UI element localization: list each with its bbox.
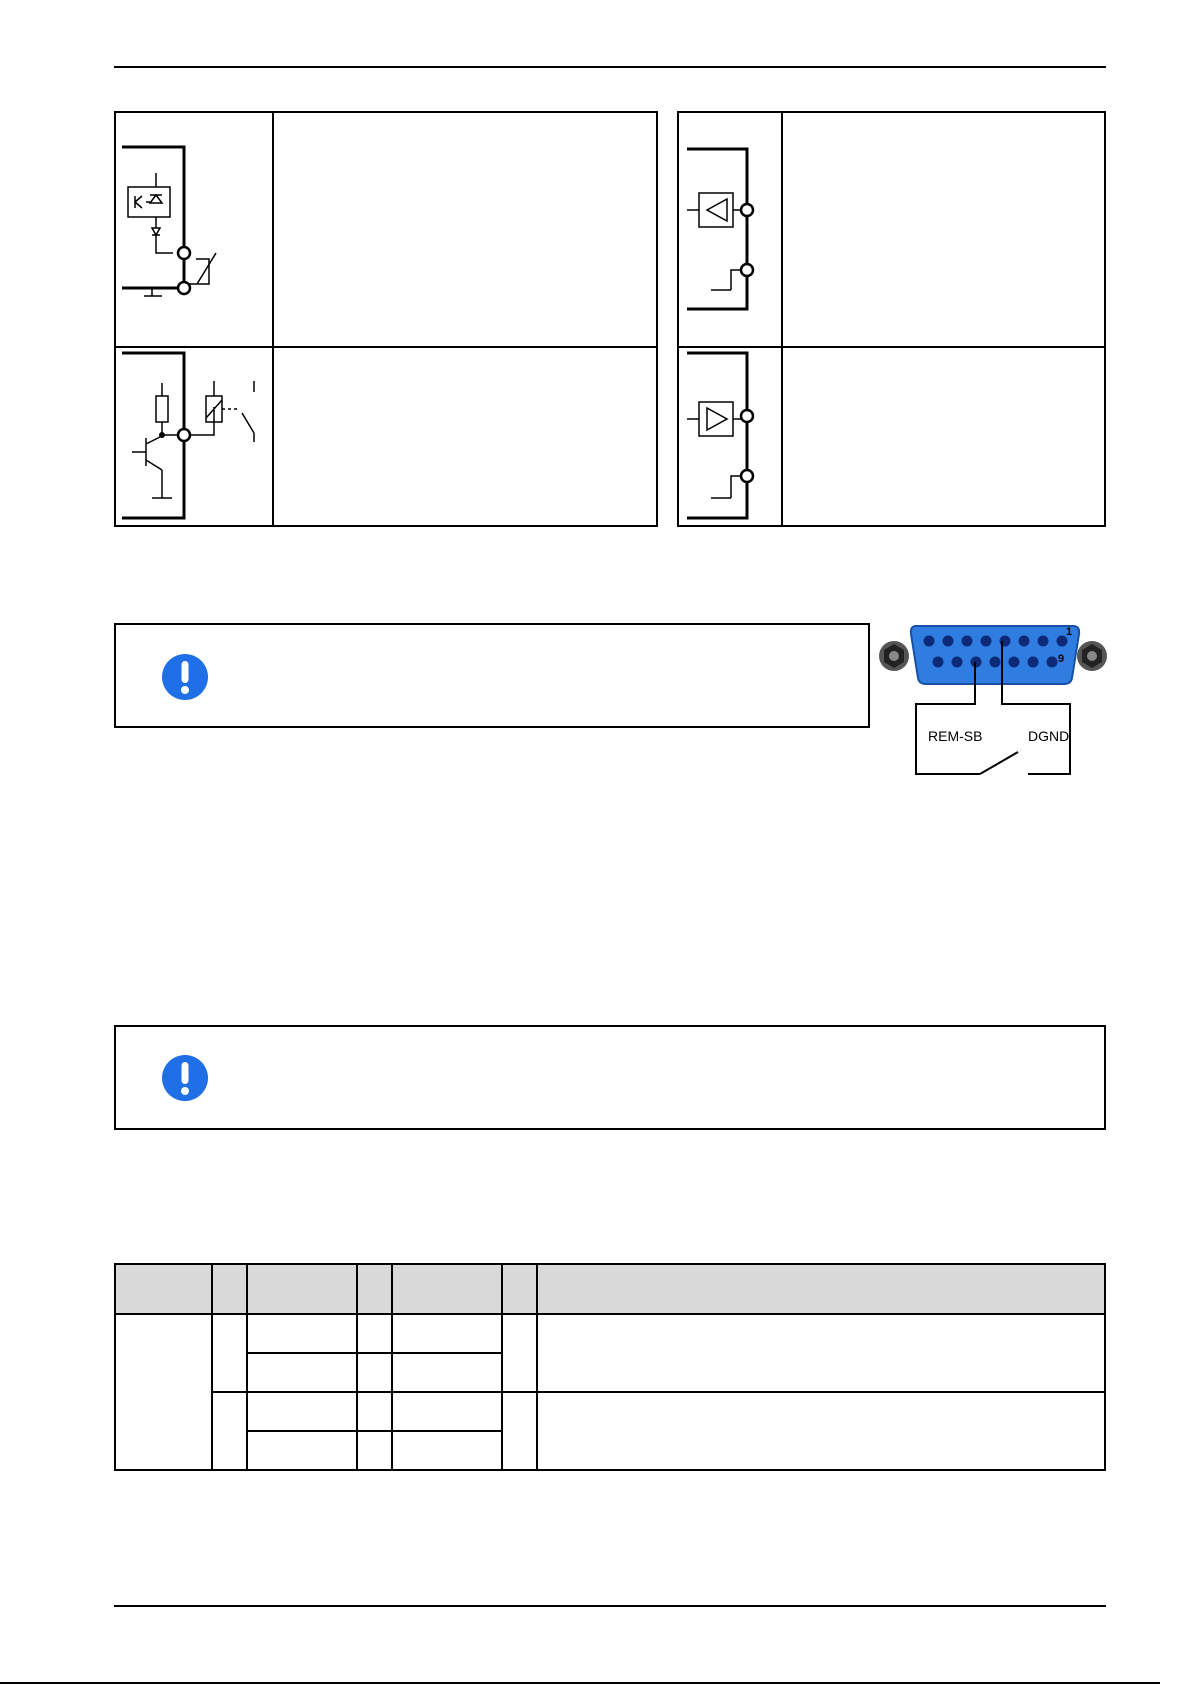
table-header-cell [115, 1264, 212, 1314]
table-cell [392, 1353, 502, 1392]
sub-d-connector-diagram [878, 620, 1108, 780]
table-cell [247, 1431, 357, 1470]
transistor-relay-output-schematic [116, 348, 272, 525]
table-header-cell [357, 1264, 392, 1314]
table-cell [537, 1392, 1105, 1470]
exclamation-icon [161, 1054, 209, 1102]
rem-sb-label: REM-SB [928, 728, 983, 744]
circuit-table-left-divider [272, 111, 274, 527]
table-cell [392, 1392, 502, 1431]
table-cell [357, 1353, 392, 1392]
table-cell [537, 1314, 1105, 1392]
table-cell [247, 1392, 357, 1431]
table-row [115, 1392, 1105, 1431]
table-cell [247, 1314, 357, 1353]
table-cell [357, 1314, 392, 1353]
table-header-cell [247, 1264, 357, 1314]
table-header-cell [392, 1264, 502, 1314]
table-header-cell [212, 1264, 247, 1314]
table-cell [357, 1431, 392, 1470]
optocoupler-input-schematic [116, 113, 272, 346]
exclamation-icon [161, 653, 209, 701]
table-cell [115, 1314, 212, 1470]
pin-number-bottom: 9 [1058, 653, 1065, 665]
table-header-row [115, 1264, 1105, 1314]
pin-number-top: 1 [1066, 626, 1073, 638]
table-row [115, 1314, 1105, 1353]
table-cell [502, 1314, 537, 1392]
table-cell [392, 1314, 502, 1353]
circuit-table-right-divider [781, 111, 783, 527]
table-cell [502, 1392, 537, 1470]
table-header-cell [502, 1264, 537, 1314]
right-screw-icon [1077, 641, 1107, 671]
pin-function-table [114, 1263, 1106, 1471]
analog-input-amplifier-schematic [679, 113, 781, 346]
page-bottom-rule [0, 1682, 1160, 1684]
connector-shell [911, 626, 1079, 684]
notice-box [114, 1025, 1106, 1130]
header-rule [114, 66, 1106, 68]
table-cell [212, 1392, 247, 1470]
table-header-cell [537, 1264, 1105, 1314]
table-cell [392, 1431, 502, 1470]
table-cell [357, 1392, 392, 1431]
dgnd-label: DGND [1028, 728, 1070, 744]
analog-output-amplifier-schematic [679, 348, 781, 525]
table-cell [212, 1314, 247, 1392]
notice-box [114, 623, 870, 728]
footer-rule [114, 1605, 1106, 1607]
table-cell [247, 1353, 357, 1392]
left-screw-icon [879, 641, 909, 671]
